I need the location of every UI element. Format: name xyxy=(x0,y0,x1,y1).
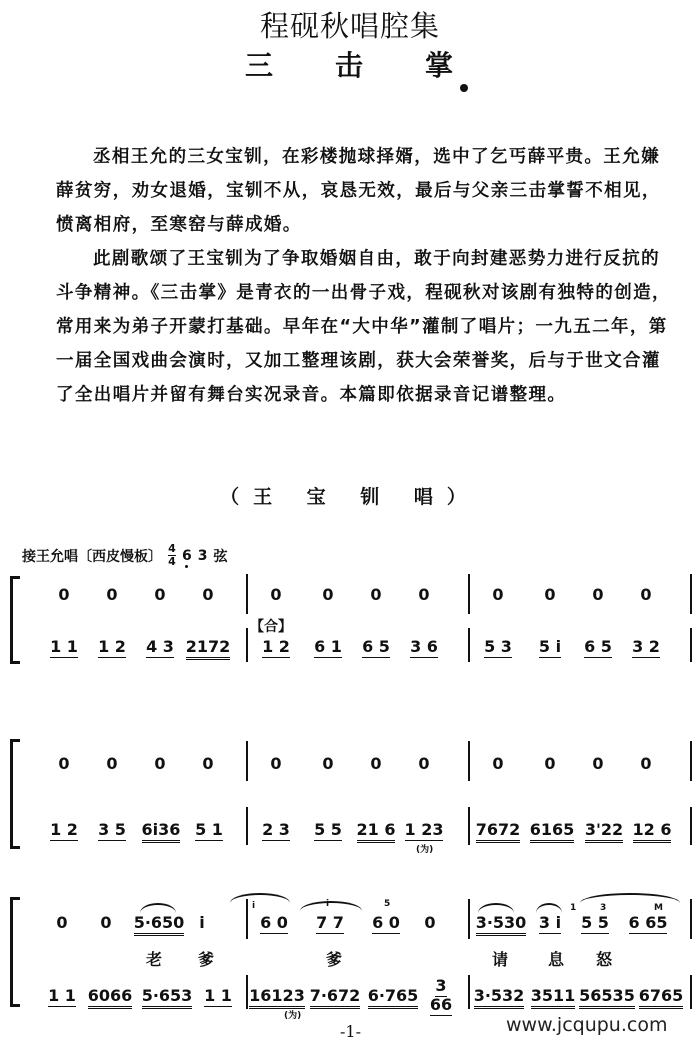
measure: 1 1 1 2 4 3 2172 xyxy=(40,632,248,660)
lyric: 爹 xyxy=(326,950,343,969)
tuning-high: 3 xyxy=(197,547,208,564)
time-signature: $\frac{4}{4}$ xyxy=(168,542,176,568)
chorus-marker: 【合】 xyxy=(250,619,292,635)
slur xyxy=(580,893,680,903)
lyric: 爹 xyxy=(198,950,215,969)
lyric: 请 xyxy=(492,950,509,969)
barline xyxy=(690,628,692,662)
lyric: 老 xyxy=(146,950,163,969)
measure: 1 2 3 5 6i36 5 1 xyxy=(40,815,248,843)
page-number: -1- xyxy=(340,1022,361,1041)
measure: 0 0 0 0 xyxy=(248,743,470,783)
grace-note: M xyxy=(654,902,663,913)
score-system-1 xyxy=(10,572,692,662)
score-system-2 xyxy=(10,735,692,855)
barline xyxy=(690,975,692,1009)
measure: 7672 6165 3'22 12 6 xyxy=(470,815,692,843)
tempo-marking xyxy=(22,544,228,567)
lyric: 息 xyxy=(548,950,565,969)
measure: 3·532 3511 56535 6765 xyxy=(470,981,692,1009)
slur xyxy=(478,903,514,913)
system-bracket xyxy=(10,739,20,849)
intro-paragraph-1: 丞相王允的三女宝钏，在彩楼抛球择婿，选中了乞丐薛平贵。王允嫌薛贫穷，劝女退婚，宝钏不从，哀恳无效，最后与父亲三击掌誓不相见，愤离相府，至寒窑与薛成婚。 xyxy=(56,147,661,235)
ink-dot xyxy=(460,84,468,92)
tuning-suffix: 弦 xyxy=(213,548,228,565)
barline xyxy=(690,574,692,614)
singer-label: （王 宝 钏 唱） xyxy=(220,486,480,508)
measure: 16123 (为) 7·672 6·765 3 66 xyxy=(248,981,470,1009)
measure: 3·530 3 i 1 3 5 5 M 6 65 xyxy=(470,907,692,937)
grace-note: 3 xyxy=(600,902,607,913)
slur xyxy=(300,898,362,911)
intro-text xyxy=(56,140,676,412)
slur xyxy=(140,903,176,913)
barline xyxy=(690,899,692,939)
accompaniment-line xyxy=(40,976,692,1021)
voice-line xyxy=(40,580,692,608)
measure: 0 0 0 0 xyxy=(470,743,692,783)
measure: 5 3 5 i 6 5 3 2 xyxy=(470,632,692,660)
grace-note: i xyxy=(252,900,256,911)
system-bracket xyxy=(10,576,20,664)
lyric: 怒 xyxy=(596,950,613,969)
tie xyxy=(230,893,290,903)
book-title: 程砚秋唱腔集 xyxy=(259,9,440,43)
system-bracket xyxy=(10,897,20,1007)
measure: 0 0 0 0 xyxy=(40,743,248,783)
barline xyxy=(690,741,692,781)
measure: i 6 0 i 7 7 5 6 0 0 xyxy=(248,907,470,937)
tuning-low: 6 xyxy=(182,547,192,564)
measure: 1 2 6 1 6 5 3 6 xyxy=(248,632,470,660)
watermark: www.jcqupu.com xyxy=(506,1014,668,1036)
measure: 2 3 5 5 21 6 1 23 (为) xyxy=(248,815,470,843)
tempo-text: 接王允唱〔西皮慢板〕 xyxy=(22,548,162,565)
measure: 1 1 6066 5·653 1 1 xyxy=(40,981,248,1009)
grace-note: 5 xyxy=(384,898,391,909)
accompaniment-line xyxy=(40,815,692,855)
measure: 0 0 5·650 i xyxy=(40,907,248,937)
voice-line xyxy=(40,743,692,783)
measure: 0 0 0 0 xyxy=(40,580,248,608)
slur xyxy=(536,903,562,913)
intro-paragraph-2: 此剧歌颂了王宝钏为了争取婚姻自由，敢于向封建恶势力进行反抗的斗争精神。《三击掌》是青衣的一出骨子戏，程砚秋对该剧有独特的创造，常用来为弟子开蒙打基础。早年在“大中华”灌制了唱片；一九五二年，第一届全国戏曲会演时，又加工整理该剧，获大会荣誉奖，后与于世文合灌了全出唱片并留有舞台实况录音。本篇即依据录音记谱整理。 xyxy=(56,249,671,405)
score-system-3 xyxy=(10,893,692,1021)
grace-note: 1 xyxy=(570,902,577,913)
grace-note: i xyxy=(326,898,330,909)
piece-title: 三击掌 xyxy=(244,49,515,82)
measure: 0 0 0 0 xyxy=(248,580,470,608)
measure: 0 0 0 0 xyxy=(470,580,692,608)
barline xyxy=(690,807,692,845)
annotation: (为) xyxy=(416,844,434,855)
annotation: (为) xyxy=(284,1010,302,1021)
accompaniment-line xyxy=(40,632,692,660)
voice-line xyxy=(40,898,692,937)
